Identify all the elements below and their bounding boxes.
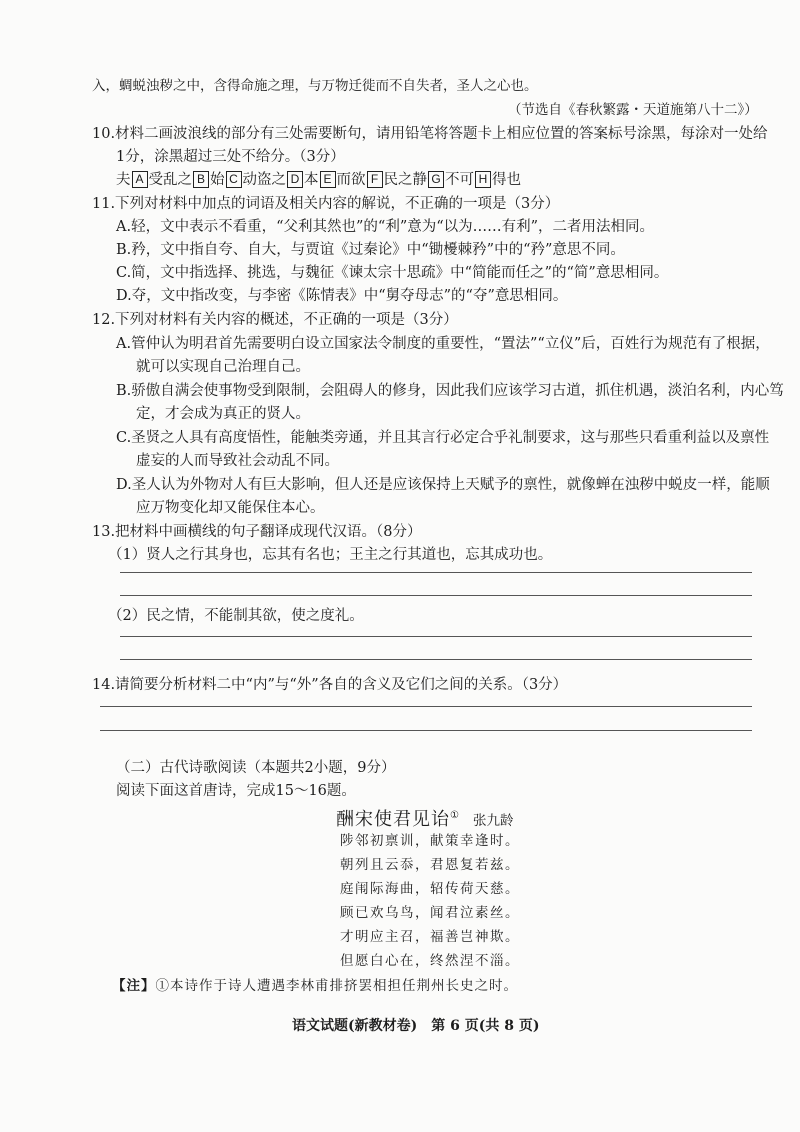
- material-end-text: 入，蜩蜕浊秽之中，含得命施之理，与万物迁徙而不自失者，圣人之心也。: [92, 78, 538, 94]
- poem-line: 朝列且云忝，君恩复若兹。: [340, 857, 520, 873]
- material-source: （节选自《春秋繁露・天道施第八十二》）: [508, 102, 758, 118]
- answer-box-b[interactable]: B: [193, 171, 209, 188]
- q10-segment: 夫: [116, 172, 131, 188]
- q11-option-b: B.矜，文中指自夸、自大，与贾谊《过秦论》中“锄櫌棘矜”中的“矜”意思不同。: [116, 242, 625, 258]
- q10-segment: 不可: [445, 172, 474, 188]
- poem-note: [112, 976, 518, 996]
- q12-option-a-line1: A.管仲认为明君首先需要明白设立国家法令制度的重要性，“置法”“立仪”后，百姓行为规范有了根据，: [116, 336, 770, 352]
- q10-segment: 而欲: [336, 172, 366, 188]
- q10-stem-line1: 10.材料二画波浪线的部分有三处需要断句，请用铅笔将答题卡上相应位置的答案标号涂黑，每涂对一处给: [92, 126, 768, 142]
- answer-line[interactable]: [120, 595, 752, 596]
- q11-option-c: C.简，文中指选择、挑选，与魏征《谏太宗十思疏》中“简能而任之”的“简”意思相同。: [116, 265, 669, 281]
- q13-sentence-2: （2）民之情，不能制其欲，使之度礼。: [108, 608, 364, 624]
- q11-option-d: D.夺，文中指改变，与李密《陈情表》中“舅夺母志”的“夺”意思相同。: [116, 288, 568, 304]
- poem-title-line: [336, 806, 513, 831]
- q12-option-c-line2: 虚妄的人而导致社会动乱不同。: [136, 453, 339, 469]
- q14-stem: 14.请简要分析材料二中“内”与“外”各自的含义及它们之间的关系。（3分）: [92, 677, 568, 693]
- answer-box-f[interactable]: F: [367, 171, 383, 188]
- q12-option-a-line2: 就可以实现自己治理自己。: [136, 359, 310, 375]
- q13-sentence-1: （1）贤人之行其身也，忘其有名也；王主之行其道也，忘其成功也。: [108, 547, 553, 563]
- poem-title: 酬宋使君见诒: [336, 809, 450, 830]
- q12-option-b-line2: 定，才会成为真正的贤人。: [136, 406, 310, 422]
- poem-line: 但愿白心在，终然涅不淄。: [340, 953, 520, 969]
- q10-stem-line2: 1分，涂黑超过三处不给分。（3分）: [116, 149, 345, 165]
- q10-sentence: [116, 170, 521, 190]
- q12-option-c-line1: C.圣贤之人具有高度悟性，能触类旁通，并且其言行必定合乎礼制要求，这与那些只看重利益以及禀性: [116, 430, 770, 446]
- answer-box-h[interactable]: H: [475, 171, 491, 188]
- q10-segment: 动盗之: [242, 172, 286, 188]
- footnote-marker: ①: [450, 810, 459, 821]
- answer-box-e[interactable]: E: [320, 171, 336, 188]
- section-intro: 阅读下面这首唐诗，完成15～16题。: [116, 783, 356, 799]
- answer-line[interactable]: [120, 659, 752, 660]
- answer-line[interactable]: [100, 706, 752, 707]
- poem-line: 才明应主召，福善岂神欺。: [340, 929, 520, 945]
- note-label: 【注】: [112, 978, 156, 994]
- answer-line[interactable]: [100, 730, 752, 731]
- q12-stem: 12.下列对材料有关内容的概述，不正确的一项是（3分）: [92, 312, 458, 328]
- answer-line[interactable]: [120, 572, 752, 573]
- page-footer: 语文试题(新教材卷) 第 6 页(共 8 页): [292, 1018, 540, 1034]
- q10-segment: 受乱之: [148, 172, 192, 188]
- q12-option-b-line1: B.骄傲自满会使事物受到限制，会阻碍人的修身，因此我们应该学习古道，抓住机遇，淡泊名利，内心笃: [116, 383, 784, 399]
- q11-stem: 11.下列对材料中加点的词语及相关内容的解说，不正确的一项是（3分）: [92, 196, 560, 212]
- q10-segment: 民之静: [383, 172, 427, 188]
- q10-segment: 本: [304, 172, 319, 188]
- q11-option-a: A.轻，文中表示不看重，“父利其然也”的“利”意为“以为……有利”，二者用法相同。: [116, 219, 655, 235]
- section-heading: （二）古代诗歌阅读（本题共2小题，9分）: [116, 760, 396, 776]
- answer-box-g[interactable]: G: [428, 171, 444, 188]
- poem-author: 张九龄: [472, 813, 514, 829]
- answer-box-a[interactable]: A: [132, 171, 148, 188]
- answer-line[interactable]: [120, 636, 752, 637]
- poem-line: 陟邻初禀训，献策幸逢时。: [340, 833, 520, 849]
- answer-box-c[interactable]: C: [226, 171, 242, 188]
- poem-line: 顾已欢乌鸟，闻君泣素丝。: [340, 905, 520, 921]
- q13-stem: 13.把材料中画横线的句子翻译成现代汉语。（8分）: [92, 524, 422, 540]
- note-text: ①本诗作于诗人遭遇李林甫排挤罢相担任荆州长史之时。: [155, 978, 518, 994]
- q10-segment: 始: [210, 172, 225, 188]
- q10-segment: 得也: [492, 172, 521, 188]
- poem-line: 庭闱际海曲，轺传荷天慈。: [340, 881, 520, 897]
- q12-option-d-line1: D.圣人认为外物对人有巨大影响，但人还是应该保持上天赋予的禀性，就像蝉在浊秽中蜕皮一样，能顺: [116, 477, 770, 493]
- q12-option-d-line2: 应万物变化却又能保住本心。: [136, 500, 325, 516]
- answer-box-d[interactable]: D: [287, 171, 303, 188]
